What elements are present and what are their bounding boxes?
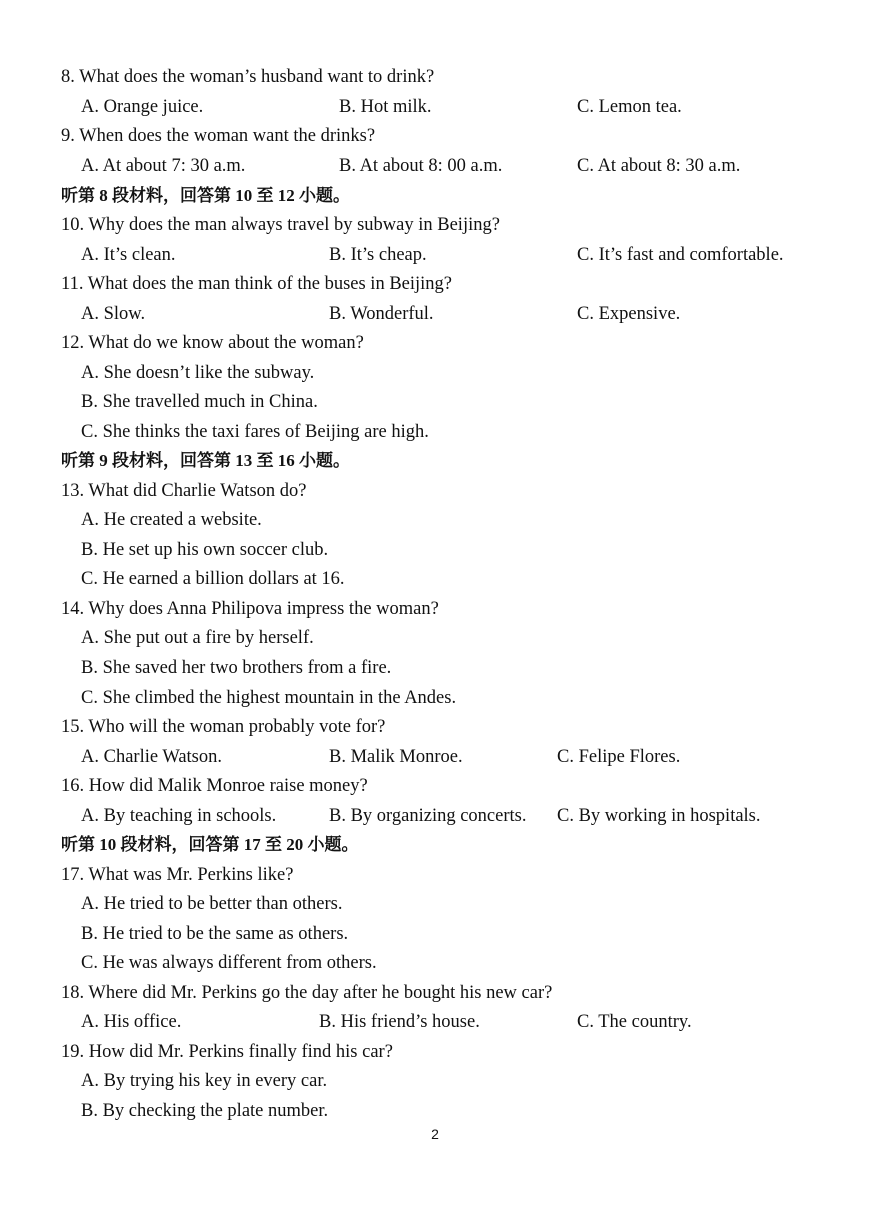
- question-10: 10. Why does the man always travel by subway in Beijing?: [61, 215, 500, 235]
- question-13: 13. What did Charlie Watson do?: [61, 481, 307, 501]
- option-8c: C. Lemon tea.: [577, 97, 682, 117]
- option-9c: C. At about 8: 30 a.m.: [577, 156, 741, 176]
- option-11a: A. Slow.: [81, 304, 146, 324]
- option-12a: A. She doesn’t like the subway.: [81, 363, 315, 383]
- option-18b: B. His friend’s house.: [319, 1012, 480, 1032]
- option-16a: A. By teaching in schools.: [81, 806, 277, 826]
- option-10b: B. It’s cheap.: [329, 245, 427, 265]
- question-12: 12. What do we know about the woman?: [61, 333, 364, 353]
- option-11b: B. Wonderful.: [329, 304, 434, 324]
- option-13a: A. He created a website.: [81, 510, 262, 530]
- question-9: 9. When does the woman want the drinks?: [61, 126, 376, 146]
- section-heading-8: 听第 8 段材料，回答第 10 至 12 小题。: [61, 186, 350, 205]
- option-17b: B. He tried to be the same as others.: [81, 924, 349, 944]
- option-8b: B. Hot milk.: [339, 97, 432, 117]
- option-12b: B. She travelled much in China.: [81, 392, 318, 412]
- option-18a: A. His office.: [81, 1012, 182, 1032]
- option-10a: A. It’s clean.: [81, 245, 176, 265]
- question-18: 18. Where did Mr. Perkins go the day after he bought his new car?: [61, 983, 553, 1003]
- option-18c: C. The country.: [577, 1012, 692, 1032]
- option-17a: A. He tried to be better than others.: [81, 894, 343, 914]
- option-12c: C. She thinks the taxi fares of Beijing are high.: [81, 422, 429, 442]
- page-number: 2: [431, 1126, 439, 1142]
- option-16c: C. By working in hospitals.: [557, 806, 761, 826]
- section-heading-9: 听第 9 段材料，回答第 13 至 16 小题。: [61, 451, 350, 470]
- option-14b: B. She saved her two brothers from a fire.: [81, 658, 392, 678]
- option-11c: C. Expensive.: [577, 304, 681, 324]
- question-14: 14. Why does Anna Philipova impress the woman?: [61, 599, 439, 619]
- question-16: 16. How did Malik Monroe raise money?: [61, 776, 368, 796]
- option-13b: B. He set up his own soccer club.: [81, 540, 329, 560]
- option-16b: B. By organizing concerts.: [329, 806, 527, 826]
- option-14a: A. She put out a fire by herself.: [81, 628, 314, 648]
- option-10c: C. It’s fast and comfortable.: [577, 245, 784, 265]
- option-15a: A. Charlie Watson.: [81, 747, 223, 767]
- option-8a: A. Orange juice.: [81, 97, 204, 117]
- option-17c: C. He was always different from others.: [81, 953, 377, 973]
- question-15: 15. Who will the woman probably vote for?: [61, 717, 386, 737]
- option-19a: A. By trying his key in every car.: [81, 1071, 328, 1091]
- option-13c: C. He earned a billion dollars at 16.: [81, 569, 345, 589]
- option-14c: C. She climbed the highest mountain in the Andes.: [81, 688, 457, 708]
- question-11: 11. What does the man think of the buses in Beijing?: [61, 274, 453, 294]
- option-9a: A. At about 7: 30 a.m.: [81, 156, 246, 176]
- section-heading-10: 听第 10 段材料，回答第 17 至 20 小题。: [61, 835, 359, 854]
- option-9b: B. At about 8: 00 a.m.: [339, 156, 503, 176]
- option-19b: B. By checking the plate number.: [81, 1101, 329, 1121]
- question-17: 17. What was Mr. Perkins like?: [61, 865, 294, 885]
- option-15c: C. Felipe Flores.: [557, 747, 681, 767]
- question-8: 8. What does the woman’s husband want to drink?: [61, 67, 435, 87]
- option-15b: B. Malik Monroe.: [329, 747, 463, 767]
- question-19: 19. How did Mr. Perkins finally find his car?: [61, 1042, 393, 1062]
